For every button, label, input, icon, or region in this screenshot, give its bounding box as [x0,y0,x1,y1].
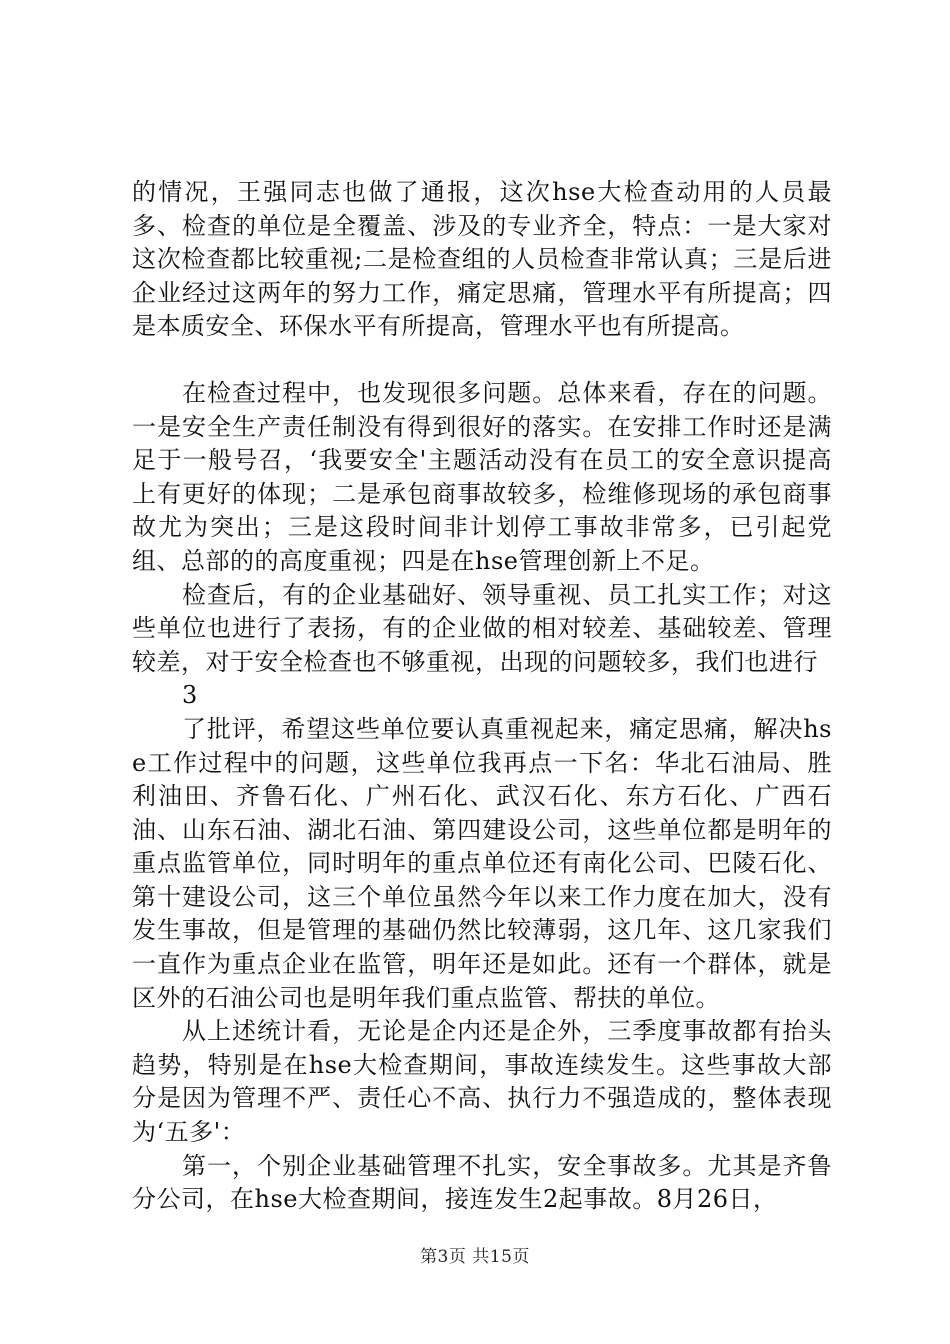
paragraph-2: 在检查过程中，也发现很多问题。总体来看，存在的问题。一是安全生产责任制没有得到很好的落实。在安排工作时还是满足于一般号召，‘我要安全'主题活动没有在员工的安全意识提高上有更好的体现；二是承包商事故较多，检维修现场的承包商事故尤为突出；三是这段时间非计划停工事故非常多，已引起党组、总部的的高度重视；四是在hse管理创新上不足。 [132,378,832,575]
document-body [132,176,832,1217]
inline-page-number: 3 [182,681,198,710]
paragraph-1: 的情况，王强同志也做了通报，这次hse大检查动用的人员最多、检查的单位是全覆盖、涉及的专业齐全，特点：一是大家对这次检查都比较重视;二是检查组的人员检查非常认真；三是后进企业经过这两年的努力工作，痛定思痛，管理水平有所提高；四是本质安全、环保水平有所提高，管理水平也有所提高。 [132,178,832,341]
paragraph-3: 检查后，有的企业基础好、领导重视、员工扎实工作；对这些单位也进行了表扬，有的企业做的相对较差、基础较差、管理较差，对于安全检查也不够重视，出现的问题较多，我们也进行 [132,580,832,676]
page-footer: 第3页 共15页 [420,1247,530,1267]
paragraph-gap [132,344,832,377]
paragraph-4: 了批评，希望这些单位要认真重视起来，痛定思痛，解决hse工作过程中的问题，这些单位我再点一下名：华北石油局、胜利油田、齐鲁石化、广州石化、武汉石化、东方石化、广西石油、山东石油、湖北石油、第四建设公司，这些单位都是明年的重点监管单位，同时明年的重点单位还有南化公司、巴陵石化、第十建设公司，这三个单位虽然今年以来工作力度在加大，没有发生事故，但是管理的基础仍然比较薄弱，这几年、这几家我们一直作为重点企业在监管，明年还是如此。还有一个群体，就是区外的石油公司也是明年我们重点监管、帮扶的单位。 [132,714,832,1012]
paragraph-6: 第一，个别企业基础管理不扎实，安全事故多。尤其是齐鲁分公司，在hse大检查期间，接连发生2起事故。8月26日， [132,1151,832,1214]
paragraph-5: 从上述统计看，无论是企内还是企外，三季度事故都有抬头趋势，特别是在hse大检查期间，事故连续发生。这些事故大部分是因为管理不严、责任心不高、执行力不强造成的，整体表现为‘五多'： [132,1017,832,1147]
